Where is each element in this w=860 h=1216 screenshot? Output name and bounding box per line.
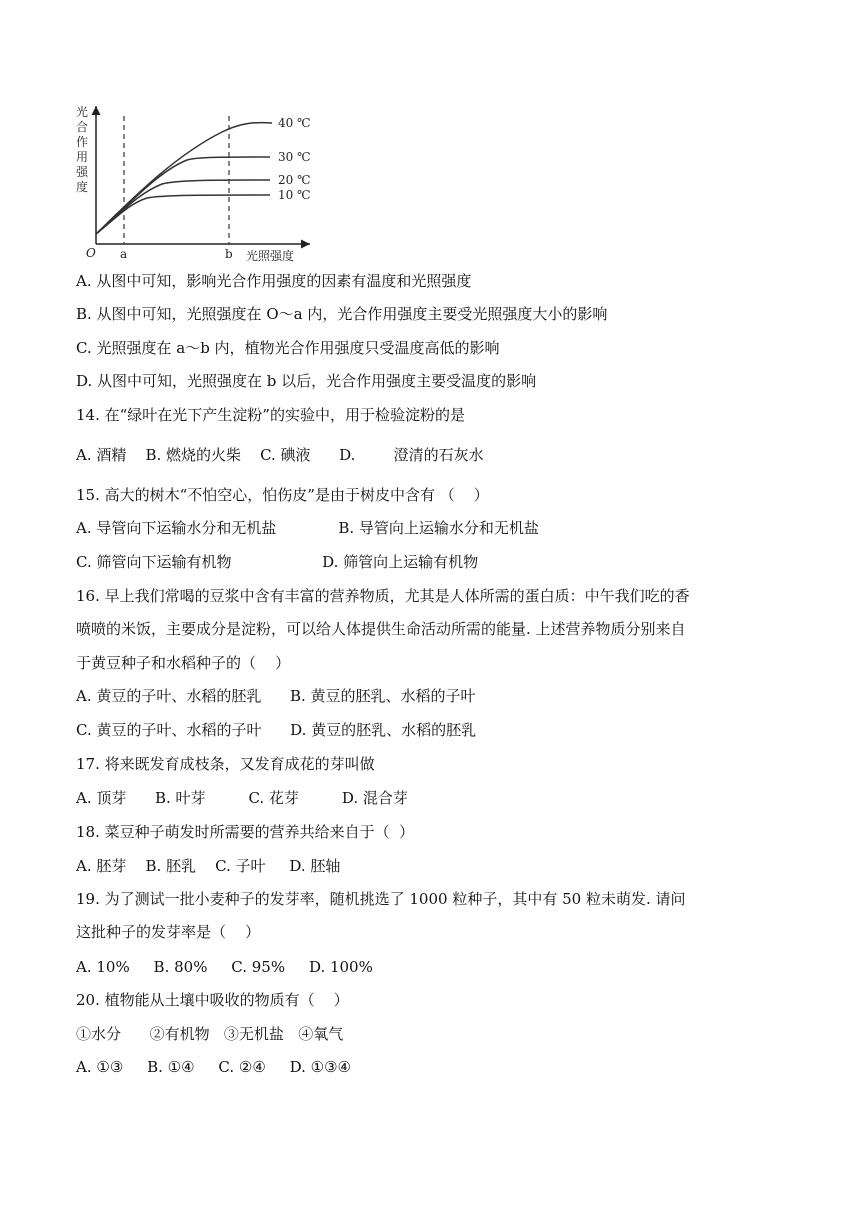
options-17: A. 顶芽 B. 叶芽 C. 花芽 D. 混合芽 [76, 789, 408, 807]
marker-b-label: b [225, 247, 233, 261]
y-axis-label-char: 作 [75, 135, 89, 149]
option-13d: D. 从图中可知，光照强度在 b 以后，光合作用强度主要受温度的影响 [76, 372, 537, 390]
x-axis-label: 光照强度 [246, 249, 295, 263]
series-label-20c: 20 ℃ [278, 173, 311, 187]
options-16-row1: A. 黄豆的子叶、水稻的胚乳 B. 黄豆的胚乳、水稻的子叶 [76, 687, 476, 705]
option-13a: A. 从图中可知，影响光合作用强度的因素有温度和光照强度 [76, 272, 472, 290]
question-16-line2: 喷喷的米饭，主要成分是淀粉，可以给人体提供生命活动所需的能量. 上述营养物质分别来自 [76, 620, 686, 638]
question-16-line3: 于黄豆种子和水稻种子的（ ） [76, 654, 291, 672]
origin-label: O [86, 246, 96, 260]
question-15: 15. 高大的树木“不怕空心，怕伤皮”是由于树皮中含有 （ ） [76, 486, 489, 504]
question-18: 18. 菜豆种子萌发时所需要的营养共给来自于（ ） [76, 823, 415, 841]
options-16-row2: C. 黄豆的子叶、水稻的子叶 D. 黄豆的胚乳、水稻的胚乳 [76, 721, 477, 739]
options-20: A. ①③ B. ①④ C. ②④ D. ①③④ [76, 1058, 351, 1076]
series-label-30c: 30 ℃ [278, 150, 311, 164]
curve-40c [96, 123, 272, 234]
question-20: 20. 植物能从土壤中吸收的物质有（ ） [76, 991, 349, 1009]
series-label-40c: 40 ℃ [278, 116, 311, 130]
options-15-row2: C. 筛管向下运输有机物 D. 筛管向上运输有机物 [76, 553, 479, 571]
y-axis-label-char: 强 [75, 165, 89, 179]
photosynthesis-chart [72, 102, 332, 264]
y-axis-label-char: 合 [75, 120, 89, 134]
option-13c: C. 光照强度在 a～b 内，植物光合作用强度只受温度高低的影响 [76, 339, 500, 357]
option-13b: B. 从图中可知，光照强度在 O～a 内，光合作用强度主要受光照强度大小的影响 [76, 305, 608, 323]
question-14: 14. 在“绿叶在光下产生淀粉”的实验中，用于检验淀粉的是 [76, 406, 465, 424]
y-axis-label-char: 光 [75, 105, 89, 119]
question-17: 17. 将来既发育成枝条，又发育成花的芽叫做 [76, 755, 375, 773]
options-19: A. 10% B. 80% C. 95% D. 100% [76, 958, 373, 976]
options-14: A. 酒精 B. 燃烧的火柴 C. 碘液 D. 澄清的石灰水 [76, 446, 484, 464]
question-16-line1: 16. 早上我们常喝的豆浆中含有丰富的营养物质，尤其是人体所需的蛋白质：中午我们吃的香 [76, 587, 690, 605]
curve-20c [96, 180, 270, 234]
question-19-line1: 19. 为了测试一批小麦种子的发芽率，随机挑选了 1000 粒种子，其中有 50 粒未萌发. 请问 [76, 890, 686, 908]
series-label-10c: 10 ℃ [278, 188, 311, 202]
marker-a-label: a [120, 247, 128, 261]
y-axis-label-char: 度 [75, 180, 89, 194]
items-20: ①水分 ②有机物 ③无机盐 ④氧气 [76, 1025, 344, 1043]
options-15-row1: A. 导管向下运输水分和无机盐 B. 导管向上运输水分和无机盐 [76, 519, 539, 537]
question-19-line2: 这批种子的发芽率是（ ） [76, 923, 261, 941]
y-axis-label-char: 用 [75, 150, 89, 164]
curve-10c [96, 195, 270, 234]
y-axis-label [76, 104, 89, 194]
options-18: A. 胚芽 B. 胚乳 C. 子叶 D. 胚轴 [76, 857, 341, 875]
